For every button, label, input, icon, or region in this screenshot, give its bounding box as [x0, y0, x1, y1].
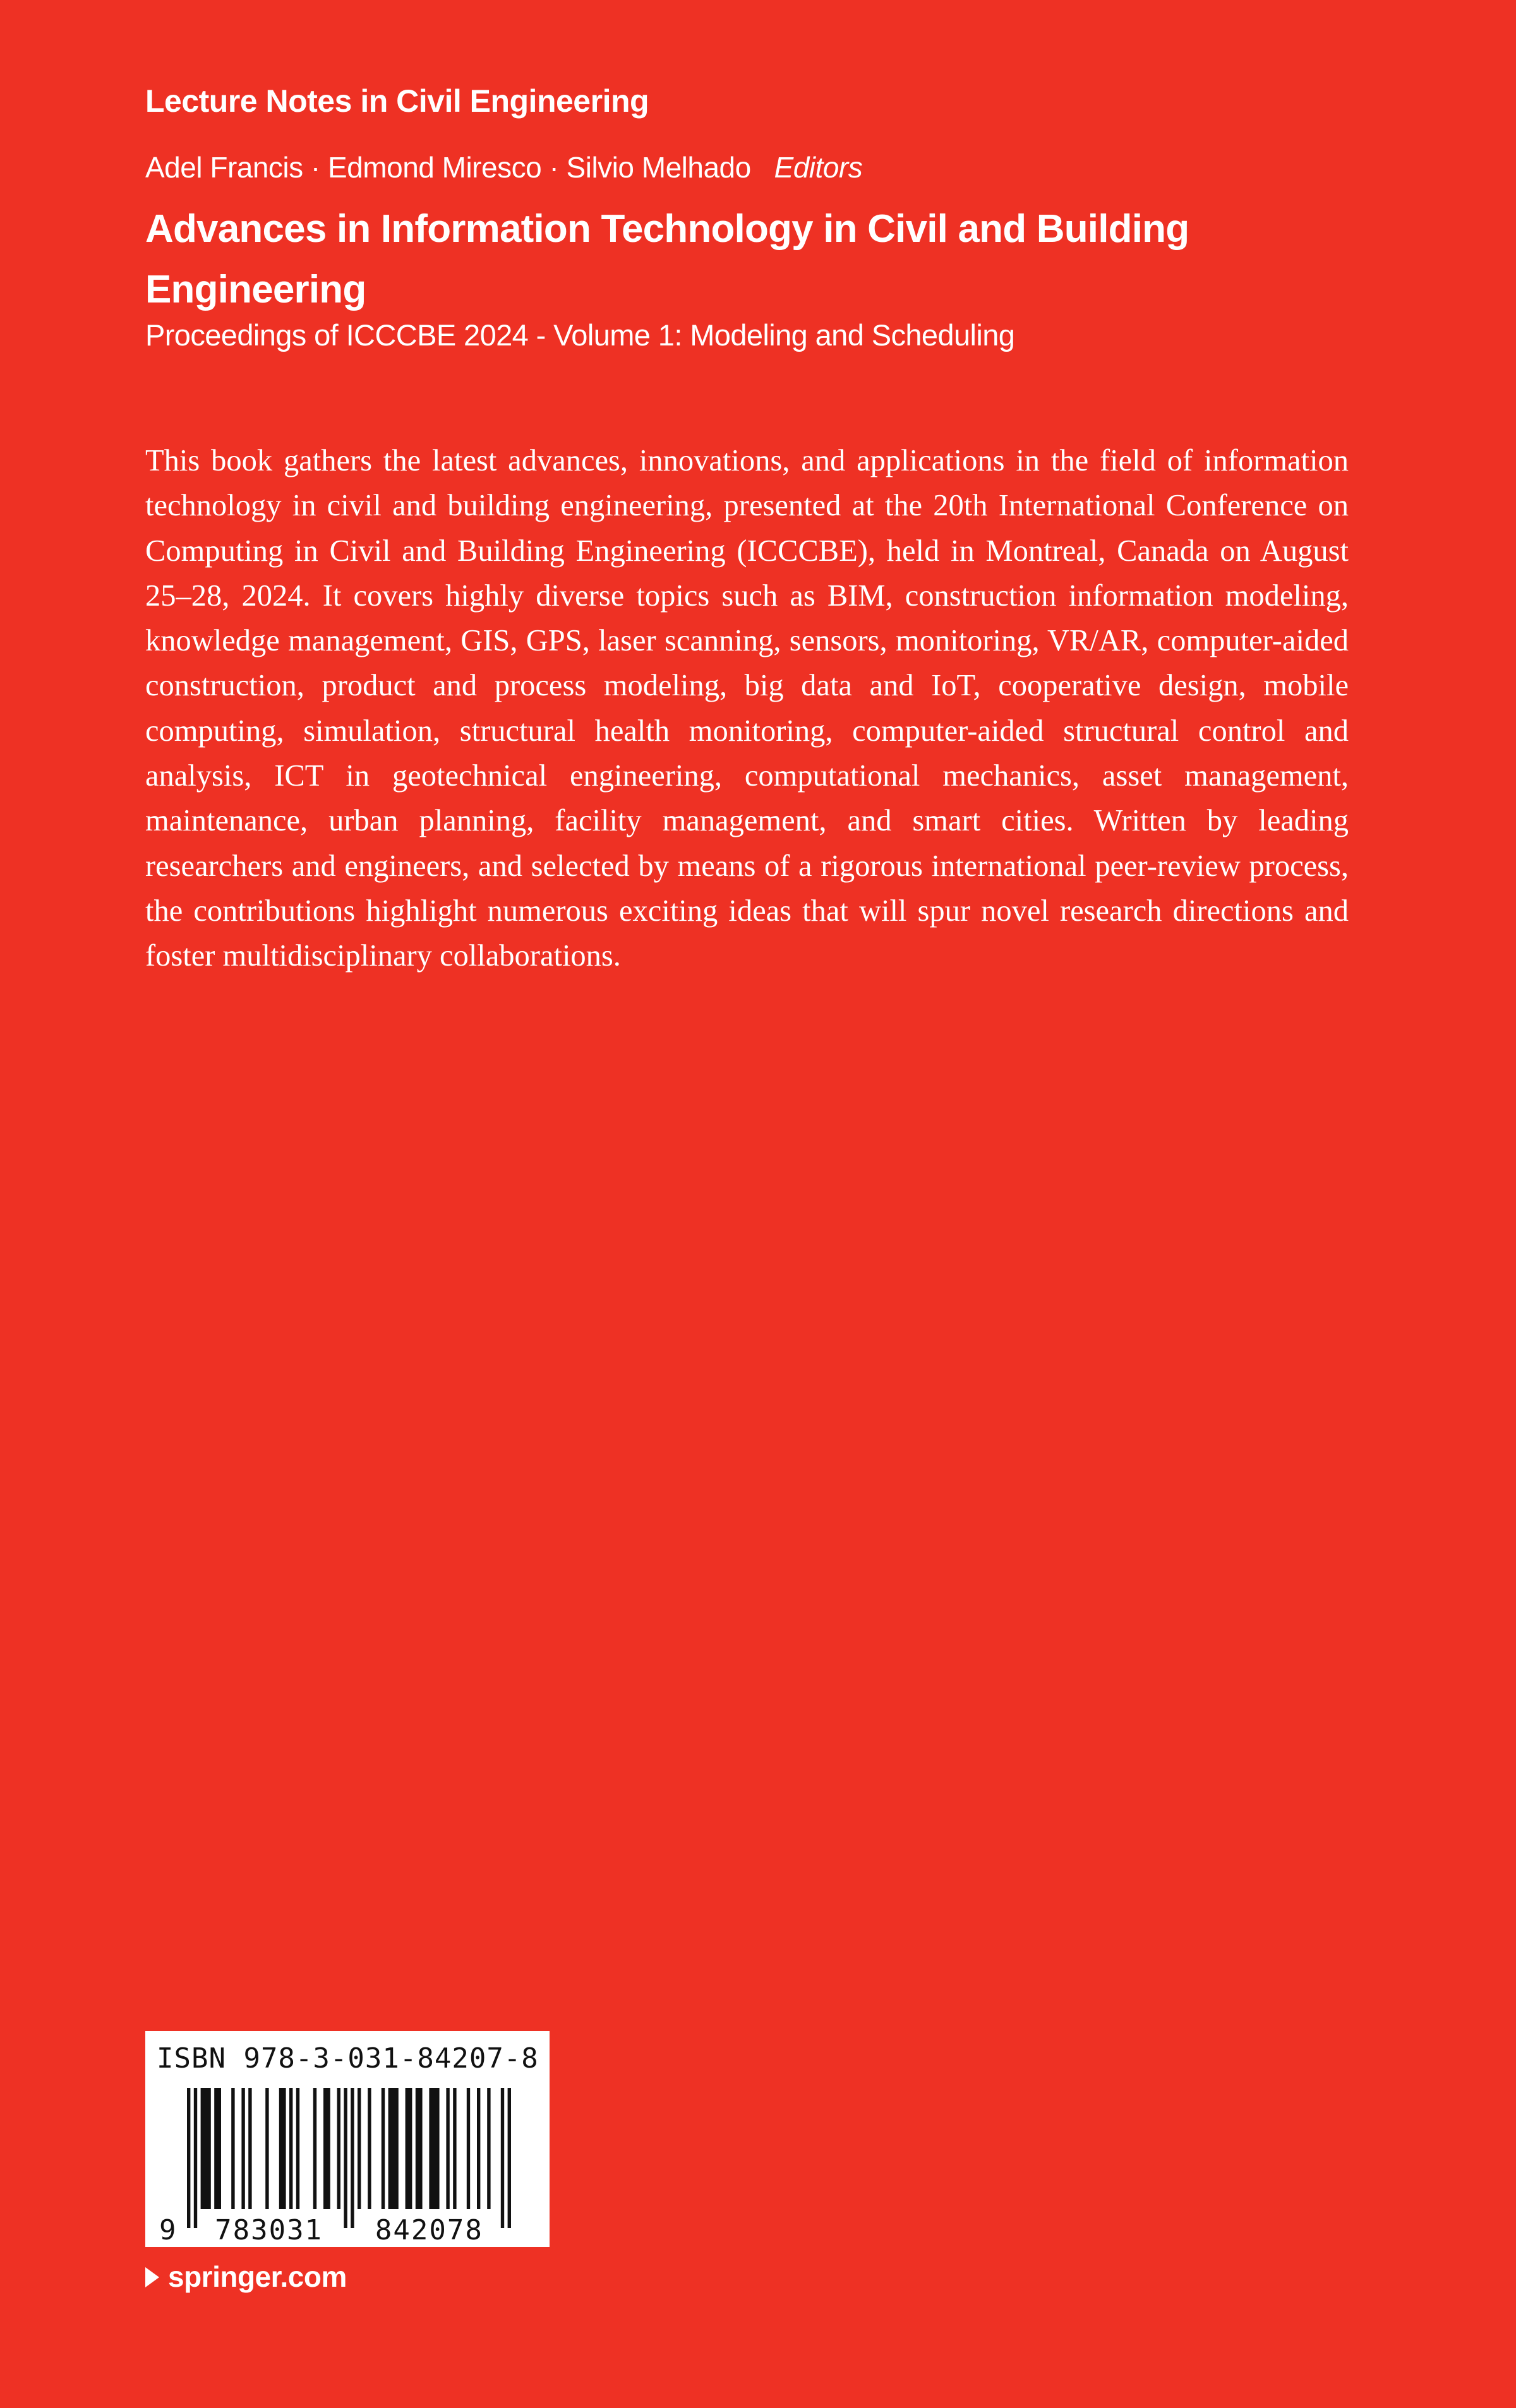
editors-line [145, 150, 862, 184]
barcode-bar [453, 2088, 456, 2209]
barcode-bar [446, 2088, 449, 2209]
barcode-bar [231, 2088, 234, 2209]
barcode-digits: 783031 [215, 2214, 323, 2246]
barcode-bar [214, 2088, 221, 2209]
barcode-bar [477, 2088, 480, 2209]
barcode-bar [323, 2088, 330, 2209]
barcode-bar [313, 2088, 316, 2209]
barcode-bar [248, 2088, 251, 2209]
editors-role: Editors [774, 151, 863, 184]
publisher-link-text: springer.com [168, 2260, 347, 2293]
barcode-bar [265, 2088, 268, 2209]
barcode-bar [416, 2088, 423, 2209]
barcode-guard-bar [501, 2088, 504, 2228]
barcode-guard-bar [194, 2088, 197, 2228]
barcode-bar [289, 2088, 292, 2209]
barcode-bar [388, 2088, 399, 2209]
editor-names: Adel Francis · Edmond Miresco · Silvio Melhado [145, 151, 751, 184]
barcode-bar [201, 2088, 211, 2209]
barcode-bar [337, 2088, 340, 2209]
barcode-guard-bar [187, 2088, 190, 2228]
series-title: Lecture Notes in Civil Engineering [145, 83, 649, 119]
barcode-bar [296, 2088, 299, 2209]
publisher-link[interactable] [145, 2260, 347, 2294]
barcode-guard-bar [351, 2088, 354, 2228]
barcode-bar [368, 2088, 371, 2209]
barcode-bar [279, 2088, 286, 2209]
barcode-guard-bar [344, 2088, 347, 2228]
book-subtitle: Proceedings of ICCCBE 2024 - Volume 1: Modeling and Scheduling [145, 318, 1015, 352]
book-title: Advances in Information Technology in Civil and Building Engineering [145, 207, 1189, 311]
barcode-digits: 9 [159, 2214, 176, 2246]
barcode-bar [429, 2088, 439, 2209]
barcode-bar [467, 2088, 470, 2209]
isbn-barcode [145, 2031, 550, 2247]
barcode-bar [382, 2088, 385, 2209]
isbn-label: ISBN 978-3-031-84207-8 [157, 2042, 539, 2075]
barcode-bar [358, 2088, 361, 2209]
barcode-bar [487, 2088, 490, 2209]
barcode-digits: 842078 [375, 2214, 483, 2246]
barcode-guard-bar [508, 2088, 511, 2228]
arrow-right-icon [145, 2267, 159, 2287]
book-description: This book gathers the latest advances, innovations, and applications in the field of information technology in civil and building engineering, presented at the 20th International Conference on Computing in Civil and Building Engineering (ICCCBE), held in Montreal, Canada on August 25–28, 2024. It covers highly diverse topics such as BIM, construction information modeling, knowledge management, GIS, GPS, laser scanning, sensors, monitoring, VR/AR, computer-aided construction, product and process modeling, big data and IoT, cooperative design, mobile computing, simulation, structural health monitoring, computer-aided structural control and analysis, ICT in geotechnical engineering, computational mechanics, asset management, maintenance, urban planning, facility management, and smart cities. Written by leading researchers and engineers, and selected by means of a rigorous international peer-review process, the contributions highlight numerous exciting ideas that will spur novel research directions and foster multidisciplinary collaborations. [145, 444, 1349, 973]
barcode-bar [241, 2088, 244, 2209]
barcode-bar [406, 2088, 412, 2209]
